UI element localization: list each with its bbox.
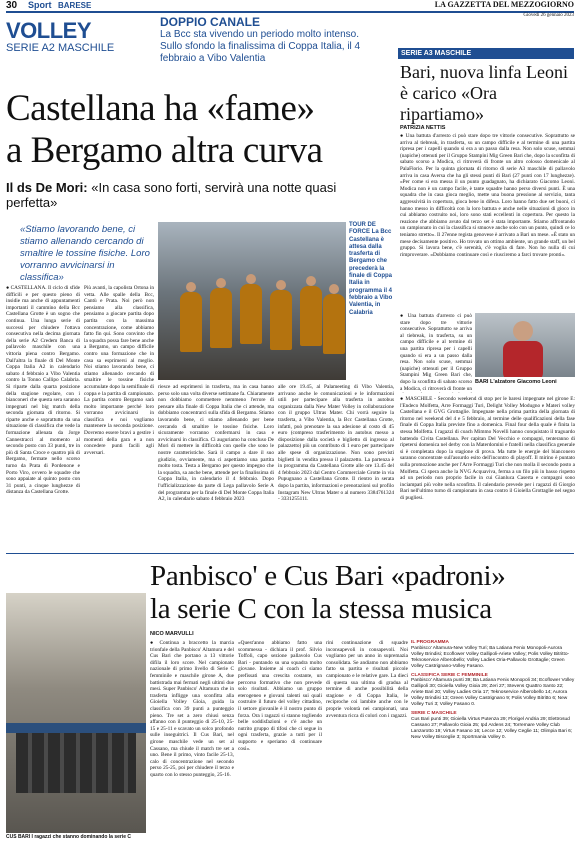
cus-bari-photo <box>6 593 146 833</box>
deck-rest: «In casa sono forti, servirà una notte quasi perfetta» <box>6 180 337 210</box>
sport-logo: Sport <box>28 0 52 10</box>
results-heading-program: IL PROGRAMMA <box>411 640 450 645</box>
second-author: NICO MARVULLI <box>150 631 194 637</box>
league-kicker: SERIE A2 MASCHILE <box>6 42 115 54</box>
leone-photo-caption: BARI L'alzatore Giacomo Leoni <box>475 379 557 385</box>
main-col-4: alle ore 19.45, al Palameeting di Vibo Valentia, arrivano anche le comunicazioni e le informazioni utili per partecipare alla trasferta in autobus organizzata dalla New Mater Volley in collaborazione con il gruppo Ultras Mater. Chi vorrà seguire la trasferta, a Vibo Valentia, la Bcc Castellana Grotte, infatti, può prenotare la sua adesione al costo di 45 euro (compreso trasferimento in autobus messo a disposizione dalla società e biglietto di ingresso al palazzetto) più un contributo di 1 euro per partecipare alle spese di organizzazione. Non sono previsti biglietti in vendita presso il palazzetto. La partenza è in programma da Castellana Grotte alle ore 13.45 del 4 febbraio 2023 dal Centro Commerciale Grotte in via Pupugnano a Castellana Grotte. Il rientro in serata dopo la partita, informazioni e prenotazioni sul profilo Instagram New Ultras Mater o al numero 3384761324 - 3331255111. <box>278 384 394 503</box>
main-col-2: Più avanti, la capolista Ortona in vetta. Alle spalle della Bcc, Cantù e Prata. Noi però non pensiamo alla classifica, pensiamo a giocare partita dopo partita con la massima concentrazione, come abbiamo fatto fin qui. Sono convinto che la squadra possa fare bene anche a Bergamo, un campo difficile contro una formazione che in casa sa esprimersi al meglio. Noi stiamo lavorando bene, ci stiamo allenando cercando di smaltire le tossine fisiche accumulate dopo la semifinale di coppa e la partita di campionato. La partita contro Bergamo sarà molto importante perché loro vorranno avvicinarsi in classifica e noi vogliamo mantenere la seconda posizione. Dovremo essere bravi a gestire i momenti della gara e a non concedere punti facili agli avversari. <box>84 285 154 456</box>
newspaper-name: LA GAZZETTA DEL MEZZOGIORNO <box>434 0 574 9</box>
main-col-1: ● CASTELLANA. Il ciclo di sfide difficili e per questo pieno di insidie ma anche di appuntamenti importanti il cammino della Bcc Castellana Grotte è un sogno che continua. Una lunga serie di successi per chiudere l'ottava consecutiva nella decima giornata della serie A2 Credem Banca di pallavolo maschile con una vittoria piena contro Bergamo. Dall'altra la finale di Del Monte Coppa Italia A2 in calendario sabato 4 febbraio a Vibo Valentia contro la Tonno Callipo Calabria. Si riparte dalla quarta posizione della stagione regolare, con i bianconeri che questa sera saranno impegnati nel big match della seconda giornata di ritorno. Si riparte anche e soprattutto da una situazione di classifica che vede la formazione allenata da Jorge Cannestracci al momento al secondo posto con 33 punti, tre in più di Santa Croce e quattro più di Bergamo, fermate nello scorso turno da Prata di Pordenone e Porto Viro, ovvero le squadre che sono appaiate al quinto posto con 31 punti, a cinque lunghezze di distanza da Castellana Grotte. <box>6 285 80 496</box>
leone-photo <box>475 313 575 377</box>
sidebar-tag <box>398 48 574 59</box>
sidebar-title: Bari, nuova linfa Leoni è carico «Ora ripartiamo» <box>400 62 568 124</box>
cus-bari-photo-caption: CUS BARI I ragazzi che stanno dominando la serie C <box>6 834 132 840</box>
second-headline-line2: la serie C con la stessa musica <box>150 593 492 625</box>
results-maschile: Cus Bari punti 39; Gioiella Virtus Putenza 29; Florigel Andria 29; Elettrosud Cassano 27; Pallavolo Gioia 25; Ipd Ardens 24; Torremare Volley Club Lanzarotto 19; Virtus Fasano 16; Lecce 12; Volley Ceglie 11; Olimpia Bari 6; New Volley Bisceglie 3; Sportmania Volley 0. <box>411 716 573 740</box>
second-col-3: rini continuazione di squadre inconsapevoli in consapevoli. Noi vogliamo per un anno in supremazia consolidata. Se andiamo non abbiamo fatto su partita e risultati piccole campionato e le relative gare. La dieci di questa sua ultima di gradua al termine di anche possibilità della stagione e di Coppa Italia, le reciproche coi lambite anche con le proprie volontà nei campionati, una avventura ricca di colori con i ragazzi. <box>326 640 408 719</box>
results-heading-classifica: CLASSIFICA SERIE C FEMMINILE <box>411 672 488 678</box>
sidebar-body-2: ● MASCHILE - Secondo weekend di stop per le baresi impegnate nel girone E: l'Endeco Molfetta, Arre Formaggi Turi, Delight Volley Modugno e Materi volley Castellana e il GVG Grottaglie. Impegnate nella prima partita della giornata di ritorno nel weekend del 4 e 5 febbraio, al termine delle qualificazioni della fase finale di Coppa Italia previste fino a domenica. Final four della quale è finita la stessa Molfetta. I ragazzi di coach Mimmo Novelli hanno conquistato il traguardo battendo Civita Castellana. Per capitan Del Vecchio e compagni, tenteranno di ripetersi domenica nel derby con la Materdomini e fratelli nella classifica generale si è completata dopo la stagione di prova. Ma tutte le energie del bianconero saranno concentrate sull'assurdo esito dell'incontro di playoff. Il mirino è puntato sulla promozione anche per l'Arre Formaggi Turi che non molla il secondo posto a Molfetta. Ci spera anche la NVG Acquaviva, ferma a un filo più in basso rispetto ad un periodo non proprio facile in cui Gianluca Caserta e compagni sono inciampati più volte nella sconfitta. Il calendario prevede per i ragazzi di Giorgio Bari nell'ultimo turno di campionato in casa contro il Gioiella Grottaglie nel segno di pugliesi. <box>400 396 575 501</box>
page-number: 30 <box>6 0 18 11</box>
sidebar-tag-label: SERIE A3 MASCHILE <box>401 50 472 57</box>
issue-date: Giovedì 26 gennaio 2023 <box>523 13 574 18</box>
second-col-1: ● Continua a braccetto la marcia trionfale della Panbisco' Altamura e del Cus Bari che portano a 13 vittorie difila il loro score. Nel campionato nazionale di primo livello di Serie C femminile e maschile girone A, due battistrada mai fermati negli ultimi due mesi. Super Panbisco' Altamura che in trasferta infligge una sconfitta alla Gioiella Volley Gioia, guida la classifica con 39 punti a punteggio pieno. Tre set a zero chiusi senza affanno con il punteggio di 25-10, 25-15 e 25-11 e scavato un solco profondo sulle inseguitrici. Il Cus Bari, nel girone maschile vede un set al Cassano, ma chiude il match tre set a uno. Bene il primo, vinto facile 25-13, calo di concentrazione nel secondo perso 25-25, poi per chiudere il terzo e quarto con lo stesso punteggio, 25-16. <box>150 640 234 778</box>
main-deck <box>6 180 386 210</box>
main-photo-caption: TOUR DE FORCE La Bcc Castellana è attesa dalla trasferta di Bergamo che precederà la finale di Coppa Italia in programma il 4 febbraio a Vibo Valentia, in Calabria <box>349 222 393 316</box>
pull-quote: «Stiamo lavorando bene, ci stiamo allenando cercando di smaltire le tossine fisiche. Loro vorranno avvicinarsi in classifica» <box>20 224 150 283</box>
deck-bold: Il ds De Mori: <box>6 180 88 195</box>
section-name: BARESE <box>58 1 92 10</box>
page-header <box>6 0 574 13</box>
main-col-3: riesce ad esprimersi in trasferta, ma in casa hanno perso solo una volta diverse settimane fa. Chiaramente non dobbiamo commettere nemmeno l'errore di pensare alla finale di Coppa Italia che ci attende, ma dobbiamo concentrarci sulla sfida di Bergamo. Stiamo lavorando bene, ci stiamo allenando per bene cercando di smaltire le tossine fisiche. Loro sicuramente vorranno confermarsi in casa e avvicinarsi in classifica. Ci auguriamo ha concluso De Mori di mettere in difficoltà con quelle che sono le nostre caratteristiche. Sarà il campo a dare il suo giudizio, ovviamente, ma ci aspettiamo una partita molto tosta. Testa a Bergamo per questo impegno che la squadra, sa anche bene, attende per la finalissima di Coppa Italia, in calendario il 4 febbraio. Dopo l'ufficializzazione da parte di Lega pallavolo Serie A del programma per la finale di Del Monte Coppa Italia A2, in calendario sabato 4 febbraio 2023 <box>158 384 274 503</box>
main-photo <box>158 222 346 380</box>
sidebar-author: PATRIZIA NETTIS <box>400 125 446 131</box>
sidebar-body-cont: ● Una battuta d'arresto ci può stare dopo tre vittorie consecutive. Soprattutto se arriva al tiebreak, in trasferta, su un campo difficile e al termine di una partita ripresa per i capelli quando si era a un passo dalla resa. Non solo scuse, semmai (napiche) ottenuti per il Gruppo Stampini Mig Green Bari che, dopo la sconfitta di sabato scorso a Modica, ci ritroverà di fronte un <box>400 313 472 392</box>
doppio-canale-title: DOPPIO CANALE <box>160 15 261 29</box>
sport-kicker: VOLLEY <box>6 18 92 43</box>
doppio-canale-text: La Bcc sta vivendo un periodo molto intenso. Sullo sfondo la finalissima di Coppa Italia, il 4 febbraio a Vibo Valentia <box>160 29 361 64</box>
main-headline <box>6 88 323 172</box>
sidebar-body: ● Una battuta d'arresto ci può stare dopo tre vittorie consecutive. Soprattutto se arriva al tiebreak, in trasferta, su un campo difficile e al termine di una partita ripresa per i capelli quando si era a un passo dalla resa. Non solo scuse, semmai (napiche) ottenuti per il Gruppo Stampini Mig Green Bari che, dopo la sconfitta di sabato scorso a Modica, ci ritroverà di fronte un altro colosso domenicale al PalaFlorio. Per la quinta giornata di ritorno di serie A3 maschile di pallavolo arriva in casa Aversa che ha gli stessi punti di Bari (27 punti con 17 lunghezze). «Per come si era messa il un punto guadagnato, ha dichiarato Giacomo Leoni. Modica non è un campo facile, è tante squadre hanno perso diversi punti. È una squadra che in casa gioca meglio, mette una buona pressione al servizio, tanta aggressività in copertura, gioca bene in difesa. Loro hanno fatto due set buoni, ci hanno messo in difficoltà con la loro battuta e anche nelle situazioni di gioco in cui abbiamo costruito noi, loro sono stati eccellenti in copertura. Per questo la reazione che abbiamo avuto dal terzo set è stata importante. Stiamo affrontando un campionato in cui la classifica si smuove anche solo con un punto, quindi ce lo teniamo stretto». Il 27enne regista genovese è arrivato a Bari un mese. «È stato un mese decisamente positivo. Ho trovato un ottimo ambiente, un grande staff, un bel gruppo. Si lavora bene, c'è serenità, c'è voglia di fare. Non ho nulla di cui rimproverare. «Dobbiamo continuare così e riusciremo a farci trovare pronti». <box>400 133 575 258</box>
results-heading-maschile: SERIE C MASCHILE <box>411 710 457 716</box>
results-program: Panbisco' Altamura-New Volley Turi; Ba Latiana Fenix Monopoli-Aurora Volley Brindisi; Ecoflower Volley Gallipoli-Ariete Volley; Polis Volley Bitritto-Teknoservice Alberobello; Volley Ladies Oria-Pallavolo Grottaglie; Green Volley Castrignano-Volley Fasano. <box>411 645 570 669</box>
main-headline-line1: Castellana ha «fame» <box>6 88 315 129</box>
results-box <box>411 640 575 741</box>
main-headline-line2: a Bergamo altra curva <box>6 130 323 171</box>
second-headline <box>150 560 580 626</box>
second-headline-line1: Panbisco' e Cus Bari «padroni» <box>150 560 506 592</box>
section-divider <box>6 553 574 554</box>
results-classifica: Panbisco' Altamura punti 39; Ba Latiana Fenix Monopoli 34; Ecoflower Volley Gallipoli 30; Gioiella Volley Gioia 29; Zeri 27; Stevens Quattro Santo 22; Ariete Bari 20; Volley Ladies Oria 17; Teknoservice Alberobello 14; Aurora Volley Brindisi 13; Green Volley Castrignano 9; Polis Volley Bitritto 6; New Volley Turi 3; Volley Fasano 0. <box>411 678 575 708</box>
second-col-2: «Quest'anno abbiamo fatto una scommessa - dichiara il prof. Silvio Toffoli, capo sezione pallavolo Cus Bari - puntando su una squadra molto giovane. Insieme ai coach ci siamo prefissati una crescita costante, un percorso formativo che non prevede solo risultati. Abbiamo un gruppo eterogeneo e giovani talenti sui quali costruire il futuro del volley cittadino, il settore giovanile è il nostro punto di forza. Ora i ragazzi si stanno togliendo belle soddisfazioni e c'è anche un nutrito gruppo di tifosi che ci segue in ogni trasferta, grazie a tutti per il supporto e speriamo di continuare così». <box>238 640 322 752</box>
